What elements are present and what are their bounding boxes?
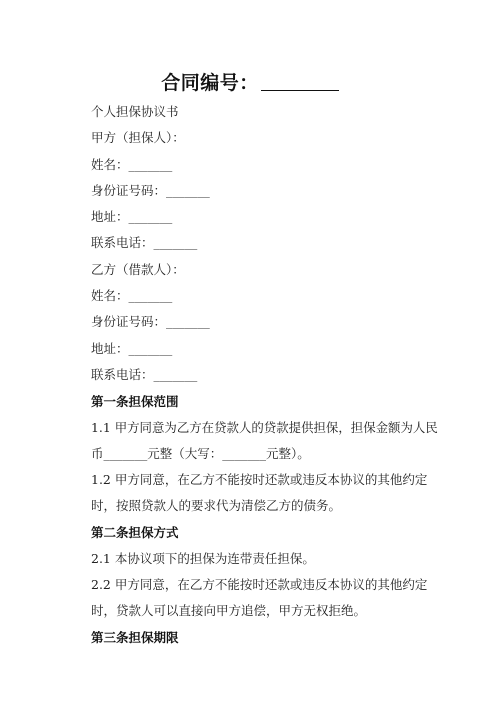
party-a-address: 地址：_______: [91, 209, 173, 224]
contract-number-label: 合同编号：: [161, 72, 259, 94]
party-b-phone: 联系电话：_______: [91, 367, 198, 382]
section-3-title: 第三条担保期限: [91, 630, 179, 645]
party-a-name: 姓名：_______: [91, 157, 173, 172]
section-1-clause-1-line-2: 币_______元整（大写：_______元整）。: [91, 446, 310, 461]
section-2-clause-1: 2.1 本协议项下的担保为连带责任担保。: [91, 551, 315, 566]
party-a-heading: 甲方（担保人）：: [91, 130, 185, 145]
contract-number-title: [0, 68, 500, 95]
section-2-title: 第二条担保方式: [91, 525, 179, 540]
party-a-id-number: 身份证号码：_______: [91, 183, 210, 198]
party-b-name: 姓名：_______: [91, 288, 173, 303]
party-b-heading: 乙方（借款人）：: [91, 262, 185, 277]
document-name: 个人担保协议书: [91, 104, 179, 119]
section-1-clause-2-line-1: 1.2 甲方同意，在乙方不能按时还款或违反本协议的其他约定: [91, 472, 428, 487]
contract-number-blank: [261, 72, 339, 91]
section-1-title: 第一条担保范围: [91, 394, 179, 409]
section-1-clause-1-line-1: 1.1 甲方同意为乙方在贷款人的贷款提供担保，担保金额为人民: [91, 420, 438, 435]
section-2-clause-2-line-2: 时，贷款人可以直接向甲方追偿，甲方无权拒绝。: [91, 603, 367, 618]
party-b-address: 地址：_______: [91, 341, 173, 356]
section-2-clause-2-line-1: 2.2 甲方同意，在乙方不能按时还款或违反本协议的其他约定: [91, 577, 428, 592]
section-1-clause-2-line-2: 时，按照贷款人的要求代为清偿乙方的债务。: [91, 498, 342, 513]
party-a-phone: 联系电话：_______: [91, 235, 198, 250]
party-b-id-number: 身份证号码：_______: [91, 314, 210, 329]
